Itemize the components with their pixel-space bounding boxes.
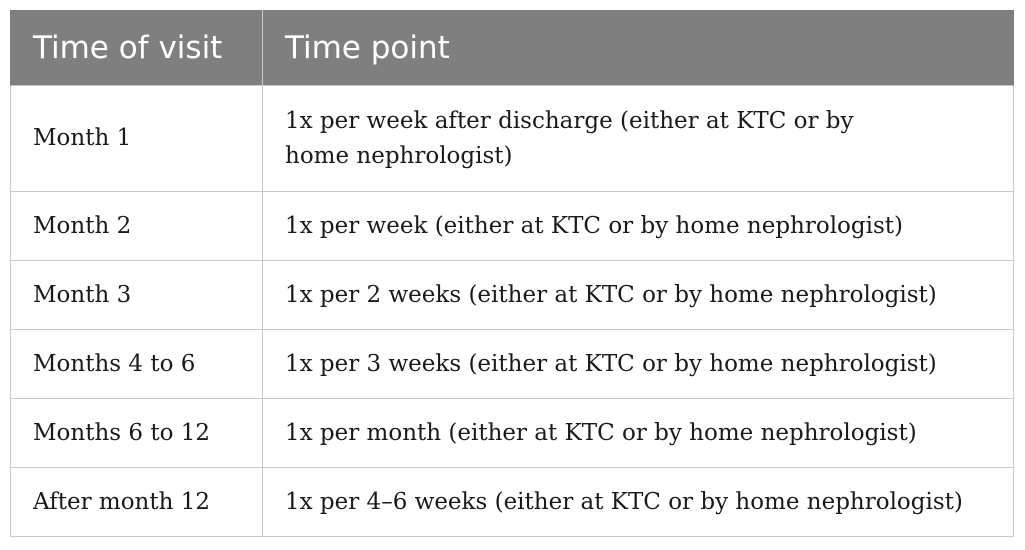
table-row xyxy=(11,399,1014,468)
cell-time-point: 1x per 4–6 weeks (either at KTC or by home nephrologist) xyxy=(263,468,1014,537)
cell-time-of-visit: Months 4 to 6 xyxy=(11,330,263,399)
table-row xyxy=(11,192,1014,261)
cell-time-point: 1x per 3 weeks (either at KTC or by home nephrologist) xyxy=(263,330,1014,399)
table-row xyxy=(11,330,1014,399)
cell-time-point: 1x per 2 weeks (either at KTC or by home nephrologist) xyxy=(263,261,1014,330)
cell-time-of-visit: Month 1 xyxy=(11,86,263,192)
cell-time-of-visit: Months 6 to 12 xyxy=(11,399,263,468)
table-header xyxy=(11,10,1014,86)
cell-time-point-text: 1x per week after discharge (either at KTC or by home nephrologist) xyxy=(285,107,854,169)
cell-time-point xyxy=(263,86,1014,192)
cell-time-point: 1x per month (either at KTC or by home nephrologist) xyxy=(263,399,1014,468)
visit-schedule-table xyxy=(10,10,1014,537)
table-row xyxy=(11,261,1014,330)
header-row xyxy=(11,10,1014,86)
header-time-of-visit: Time of visit xyxy=(11,10,263,86)
cell-time-of-visit: Month 2 xyxy=(11,192,263,261)
table-row xyxy=(11,86,1014,192)
cell-time-of-visit: Month 3 xyxy=(11,261,263,330)
cell-time-of-visit: After month 12 xyxy=(11,468,263,537)
visit-schedule-table-container xyxy=(10,10,1013,537)
table-body xyxy=(11,86,1014,537)
header-time-point: Time point xyxy=(263,10,1014,86)
cell-time-point: 1x per week (either at KTC or by home nephrologist) xyxy=(263,192,1014,261)
table-row xyxy=(11,468,1014,537)
